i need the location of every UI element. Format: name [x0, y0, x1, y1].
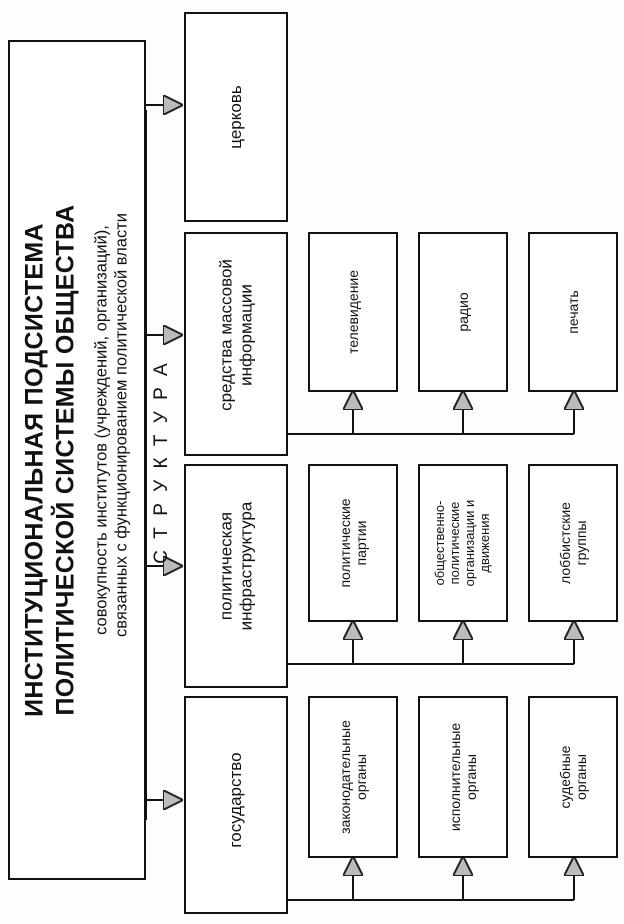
- church-label: церковь: [226, 85, 246, 149]
- title-line-2: ПОЛИТИЧЕСКОЙ СИСТЕМЫ ОБЩЕСТВА: [51, 204, 80, 716]
- radio-label: радио: [454, 292, 471, 332]
- state-label: государство: [226, 752, 246, 848]
- press-label: печать: [564, 290, 581, 334]
- title-line-1: ИНСТИТУЦИОНАЛЬНАЯ ПОДСИСТЕМА: [20, 223, 49, 717]
- parties-label: политические партии: [336, 498, 369, 588]
- judicial-label: судебные органы: [556, 745, 589, 809]
- executive-label: исполнительные органы: [446, 722, 479, 832]
- mass-media-label: средства массовой информации: [216, 259, 255, 411]
- definition-line-2: связанных с функционированием политической власти: [112, 213, 131, 637]
- lobby-label: лоббистские группы: [556, 502, 589, 584]
- structure-label: С Т Р У К Т У Р А: [151, 360, 173, 564]
- tv-label: телевидение: [344, 269, 361, 355]
- political-infrastructure-label: политическая инфраструктура: [216, 501, 255, 631]
- legislative-label: законодательные органы: [336, 720, 369, 834]
- organizations-label: общественно- политические организации и движения: [432, 499, 492, 587]
- definition-line-1: совокупность институтов (учреждений, организаций),: [92, 225, 111, 635]
